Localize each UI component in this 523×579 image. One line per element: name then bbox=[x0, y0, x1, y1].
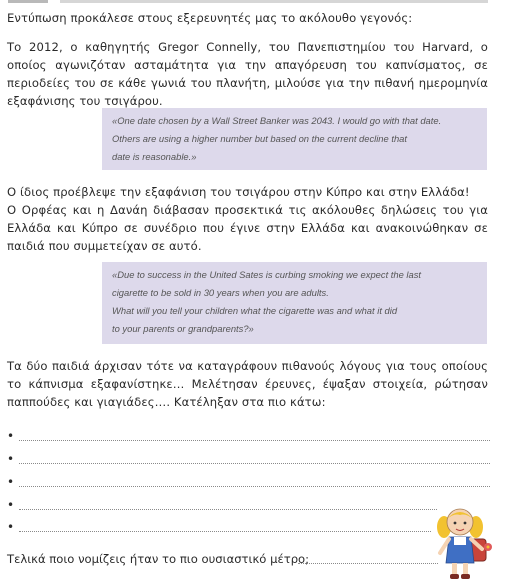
final-question: Τελικά ποιο νομίζεις ήταν το πιο ουσιαστικό μέτρο; bbox=[7, 552, 310, 566]
paragraph-prediction: Ο ίδιος προέβλεψε την εξαφάνιση του τσιγάρου στην Κύπρο και στην Ελλάδα! bbox=[7, 185, 470, 199]
quote-line: Others are using a higher number but based on the current decline that bbox=[112, 133, 407, 144]
quote-box-2 bbox=[102, 262, 487, 344]
intro-text: Εντύπωση προκάλεσε στους εξερευνητές μας το ακόλουθο γεγονός: bbox=[7, 11, 413, 25]
bullet-icon: • bbox=[7, 429, 15, 443]
paragraph-orfeas-danai: Ο Ορφέας και η Δανάη διάβασαν προσεκτικά τις ακόλουθες δηλώσεις του για Ελλάδα και Κύπρο σε συνέδριο που έγινε στην Ελλάδα και ανακοινώθηκαν σε παιδιά που συμμετείχαν σε αυτό. bbox=[7, 203, 488, 253]
answer-line-5[interactable] bbox=[7, 518, 488, 536]
answer-line-4[interactable] bbox=[7, 496, 488, 514]
paragraph-connelly: Το 2012, ο καθηγητής Gregor Connelly, του Πανεπιστημίου του Harvard, ο οποίος αγωνιζόταν ασταμάτητα για την απαγόρευση του καπνίσματος, σε περιοδείες του σε κάθε γωνιά του πλανήτη, μιλούσε για την πιθανή ημερομηνία εξαφάνισης του τσιγάρου. bbox=[7, 40, 488, 108]
bullet-icon: • bbox=[7, 498, 15, 512]
dotted-line bbox=[19, 463, 490, 464]
quote-line: «Due to success in the United Sates is curbing smoking we expect the last bbox=[112, 269, 422, 280]
quote-line: to your parents or grandparents?» bbox=[112, 323, 254, 334]
quote-box-1 bbox=[102, 108, 487, 170]
top-rule-left bbox=[8, 0, 48, 3]
bullet-icon: • bbox=[7, 452, 15, 466]
final-answer-line[interactable] bbox=[298, 563, 438, 564]
quote-line: date is reasonable.» bbox=[112, 151, 197, 162]
dotted-line bbox=[19, 531, 431, 532]
quote-line: What will you tell your children what the cigarette was and what it did bbox=[112, 305, 398, 316]
dotted-line bbox=[19, 509, 437, 510]
bullet-icon: • bbox=[7, 475, 15, 489]
bullet-icon: • bbox=[7, 520, 15, 534]
quote-line: «One date chosen by a Wall Street Banker was 2043. I would go with that date. bbox=[112, 115, 442, 126]
answer-line-3[interactable] bbox=[7, 473, 488, 491]
schoolgirl-illustration bbox=[432, 505, 498, 579]
answer-line-2[interactable] bbox=[7, 450, 488, 468]
answer-line-1[interactable] bbox=[7, 427, 488, 445]
paragraph-children: Τα δύο παιδιά άρχισαν τότε να καταγράφουν πιθανούς λόγους για τους οποίους το κάπνισμα εξαφανίστηκε… Μελέτησαν έρευνες, έψαξαν στοιχεία, ρώτησαν παππούδες και γιαγιάδες…. Κατέληξαν στα πιο κάτω: bbox=[7, 359, 488, 409]
dotted-line bbox=[19, 440, 490, 441]
top-rule-right bbox=[60, 0, 488, 3]
dotted-line bbox=[19, 486, 490, 487]
quote-line: cigarette to be sold in 30 years when you are adults. bbox=[112, 287, 329, 298]
top-rule bbox=[0, 0, 523, 3]
